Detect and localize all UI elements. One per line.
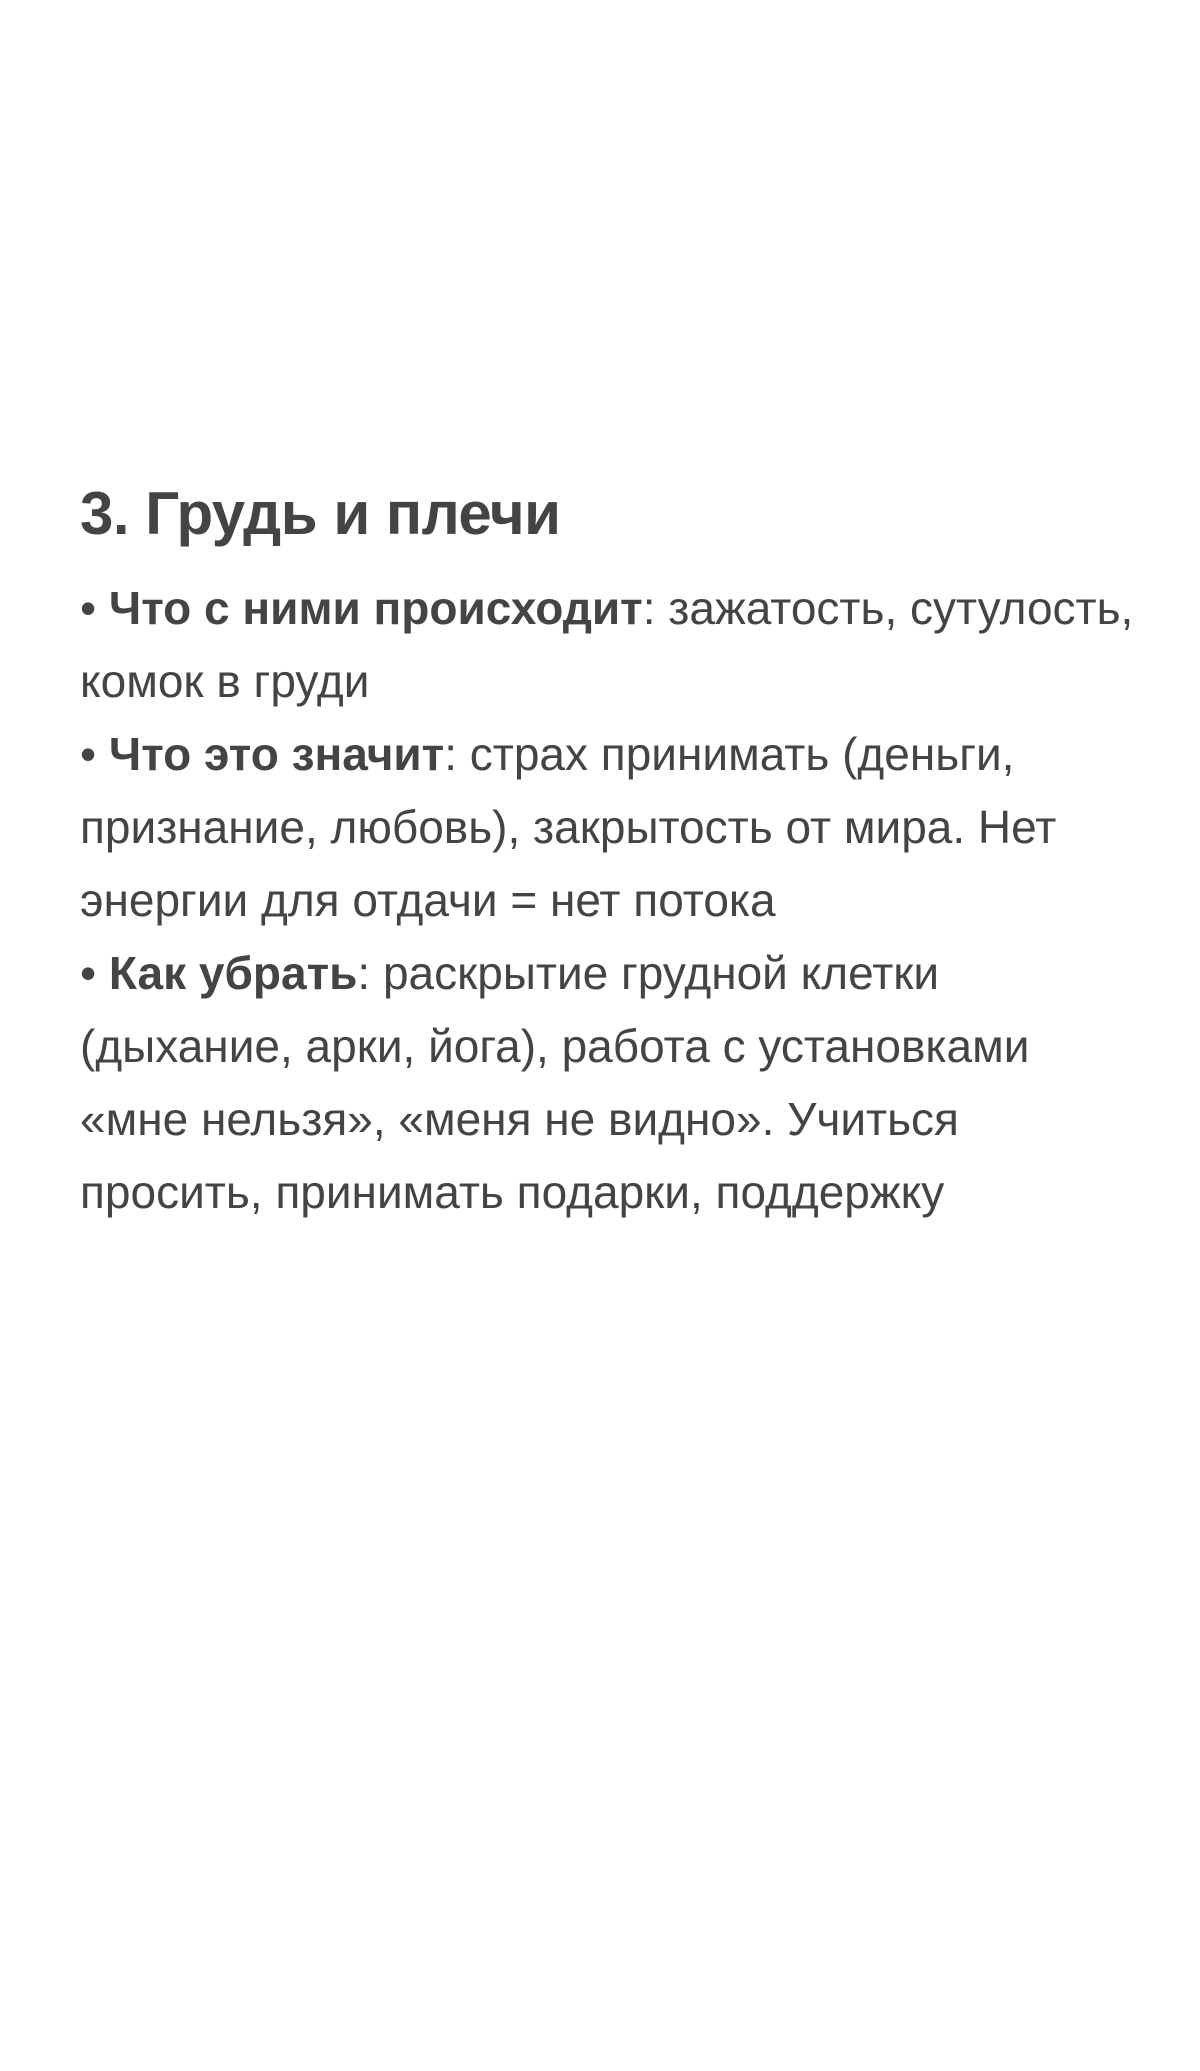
item-text: раскрытие грудной клетки (дыхание, арки, йога), работа с установками «мне нельзя», «меня не видно». Учиться просить, принимать подарки, поддержку — [80, 947, 1030, 1218]
bullet-marker: • — [80, 947, 97, 999]
item-separator: : — [642, 582, 656, 634]
list-item — [80, 718, 1140, 937]
article-content — [80, 478, 1140, 1229]
item-separator: : — [444, 728, 457, 780]
item-separator: : — [357, 947, 371, 999]
item-text: страх принимать (деньги, признание, любовь), закрытость от мира. Нет энергии для отдачи = нет потока — [80, 728, 1057, 926]
item-label: Что с ними происходит — [108, 582, 643, 634]
list-item — [80, 572, 1140, 718]
item-text: зажатость, сутулость, комок в груди — [80, 582, 1134, 707]
bullet-marker: • — [80, 582, 97, 634]
list-item — [80, 937, 1140, 1229]
section-heading: 3. Грудь и плечи — [80, 480, 561, 547]
item-label: Как убрать — [108, 947, 358, 999]
bullet-marker: • — [80, 728, 97, 780]
item-label: Что это значит — [108, 728, 445, 780]
